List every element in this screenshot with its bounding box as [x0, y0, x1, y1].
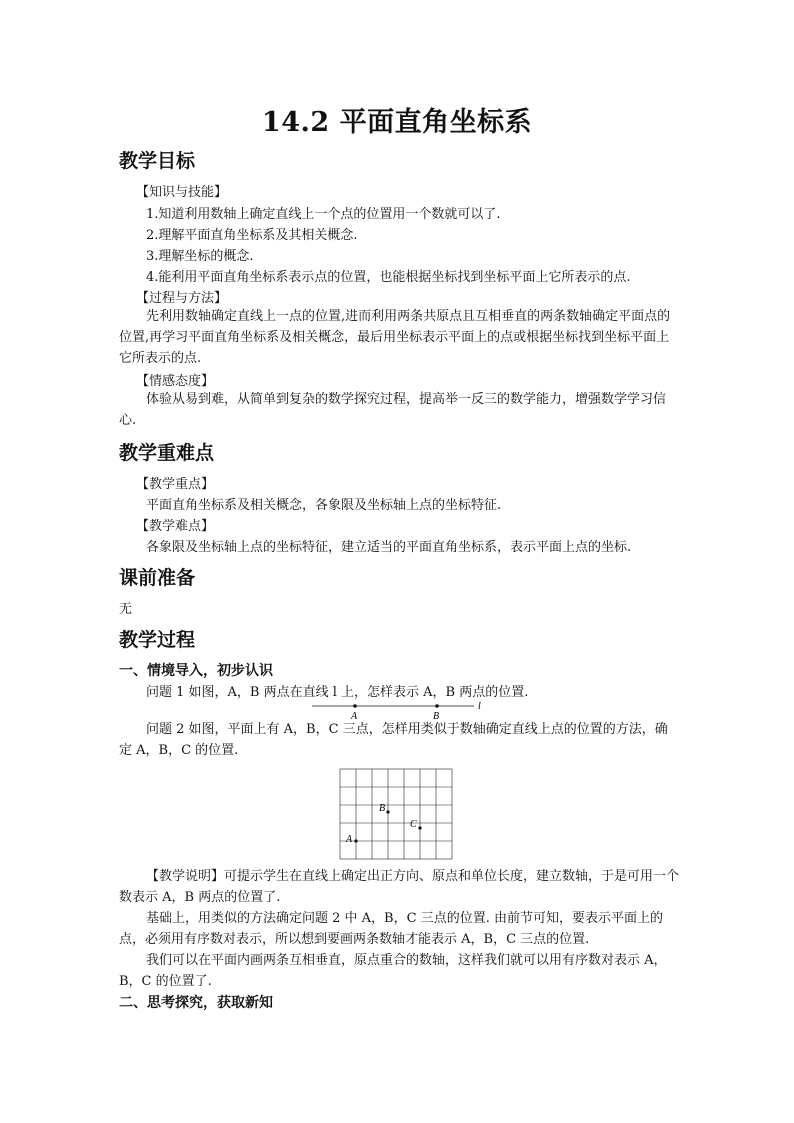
knowledge-item-2: 2.理解平面直角坐标系及其相关概念.: [146, 228, 358, 243]
question-2: 问题 2 如图，平面上有 A，B，C 三点，怎样用类似于数轴确定直线上点的位置的方法，确定 A，B，C 的位置.: [119, 722, 668, 758]
difficulty-text: 各象限及坐标轴上点的坐标特征，建立适当的平面直角坐标系，表示平面上点的坐标.: [146, 540, 632, 555]
prep-text: 无: [119, 602, 133, 617]
tag-key: 【教学重点】: [136, 477, 215, 492]
grid-point-a: [354, 839, 357, 842]
grid-label-c: C: [410, 819, 417, 830]
figure-grid: [339, 768, 455, 862]
point-a: [353, 704, 357, 708]
part1-heading: 一、情境导入，初步认识: [119, 663, 273, 679]
tag-difficulty: 【教学难点】: [136, 519, 215, 534]
heading-process: 教学过程: [119, 629, 196, 651]
grid-point-b: [386, 810, 389, 813]
paragraph-3: 我们可以在平面内画两条互相垂直，原点重合的数轴，这样我们就可以用有序数对表示 A，B，C 的位置了.: [119, 953, 667, 989]
grid-label-b: B: [379, 803, 386, 814]
paragraph-2: 基础上，用类似的方法确定问题 2 中 A，B，C 三点的位置. 由前节可知，要表示平面上的点，必须用有序数对表示，所以想到要画两条数轴才能表示 A，B，C 三点的位置.: [119, 911, 663, 947]
tag-emotion: 【情感态度】: [136, 374, 215, 389]
emotion-text: 体验从易到难，从简单到复杂的数学探究过程，提高举一反三的数学能力，增强数学学习信心.: [119, 392, 667, 428]
teaching-note: 【教学说明】可提示学生在直线上确定出正方向、原点和单位长度，建立数轴，于是可用一个数表示 A，B 两点的位置了.: [119, 869, 680, 905]
heading-objectives: 教学目标: [119, 150, 196, 172]
part2-heading: 二、思考探究，获取新知: [119, 995, 273, 1011]
grid-label-a: A: [346, 834, 353, 845]
grid-lines: [340, 769, 452, 859]
tag-process: 【过程与方法】: [136, 291, 228, 306]
heading-prep: 课前准备: [119, 567, 196, 589]
process-text: 先利用数轴确定直线上一点的位置,进而利用两条共原点且互相垂直的两条数轴确定平面点的位置,再学习平面直角坐标系及相关概念，最后用坐标表示平面上的点或根据坐标找到坐标平面上它所表示的点.: [119, 309, 671, 366]
tag-knowledge: 【知识与技能】: [136, 185, 228, 200]
label-b: B: [433, 711, 440, 722]
knowledge-item-4: 4.能利用平面直角坐标系表示点的位置，也能根据坐标找到坐标平面上它所表示的点.: [146, 270, 631, 285]
point-b: [435, 704, 439, 708]
page-title: 14.2 平面直角坐标系: [261, 107, 533, 138]
knowledge-item-3: 3.理解坐标的概念.: [146, 249, 254, 264]
question-1: 问题 1 如图，A，B 两点在直线 l 上，怎样表示 A，B 两点的位置.: [146, 685, 529, 700]
label-l: l: [478, 701, 481, 712]
grid-point-c: [418, 826, 421, 829]
knowledge-item-1: 1.知道利用数轴上确定直线上一个点的位置用一个数就可以了.: [146, 207, 501, 222]
heading-keypoints: 教学重难点: [119, 442, 215, 464]
key-text: 平面直角坐标系及相关概念，各象限及坐标轴上点的坐标特征.: [146, 498, 502, 513]
label-a: A: [351, 711, 358, 722]
